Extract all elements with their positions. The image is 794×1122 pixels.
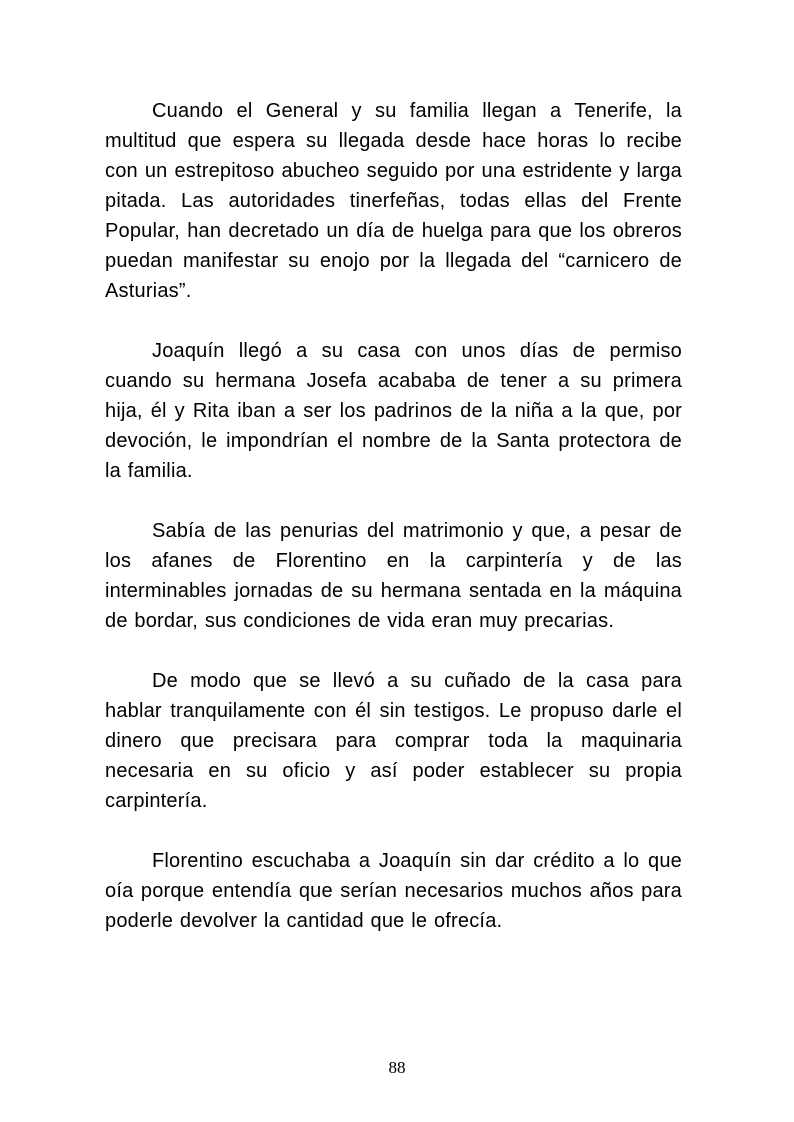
body-paragraph: Sabía de las penurias del matrimonio y que, a pesar de los afanes de Florentino en la carpintería y de las interminables jornadas de su hermana sentada en la máquina de bordar, sus condiciones de vida eran muy precarias. [105, 520, 682, 632]
body-paragraph: Florentino escuchaba a Joaquín sin dar crédito a lo que oía porque entendía que serían necesarios muchos años para poderle devolver la cantidad que le ofrecía. [105, 850, 682, 932]
page-text-block [105, 96, 682, 966]
body-paragraph: De modo que se llevó a su cuñado de la casa para hablar tranquilamente con él sin testigos. Le propuso darle el dinero que precisara para comprar toda la maquinaria necesaria en su oficio y así poder establecer su propia carpintería. [105, 670, 682, 812]
page-footer [0, 1058, 794, 1078]
body-paragraph: Cuando el General y su familia llegan a Tenerife, la multitud que espera su llegada desde hace horas lo recibe con un estrepitoso abucheo seguido por una estridente y larga pitada. Las autoridades tinerfeñas, todas ellas del Frente Popular, han decretado un día de huelga para que los obreros puedan manifestar su enojo por la llegada del “carnicero de Asturias”. [105, 100, 682, 302]
body-paragraph: Joaquín llegó a su casa con unos días de permiso cuando su hermana Josefa acababa de tener a su primera hija, él y Rita iban a ser los padrinos de la niña a la que, por devoción, le impondrían el nombre de la Santa protectora de la familia. [105, 340, 682, 482]
page-number: 88 [388, 1058, 406, 1077]
